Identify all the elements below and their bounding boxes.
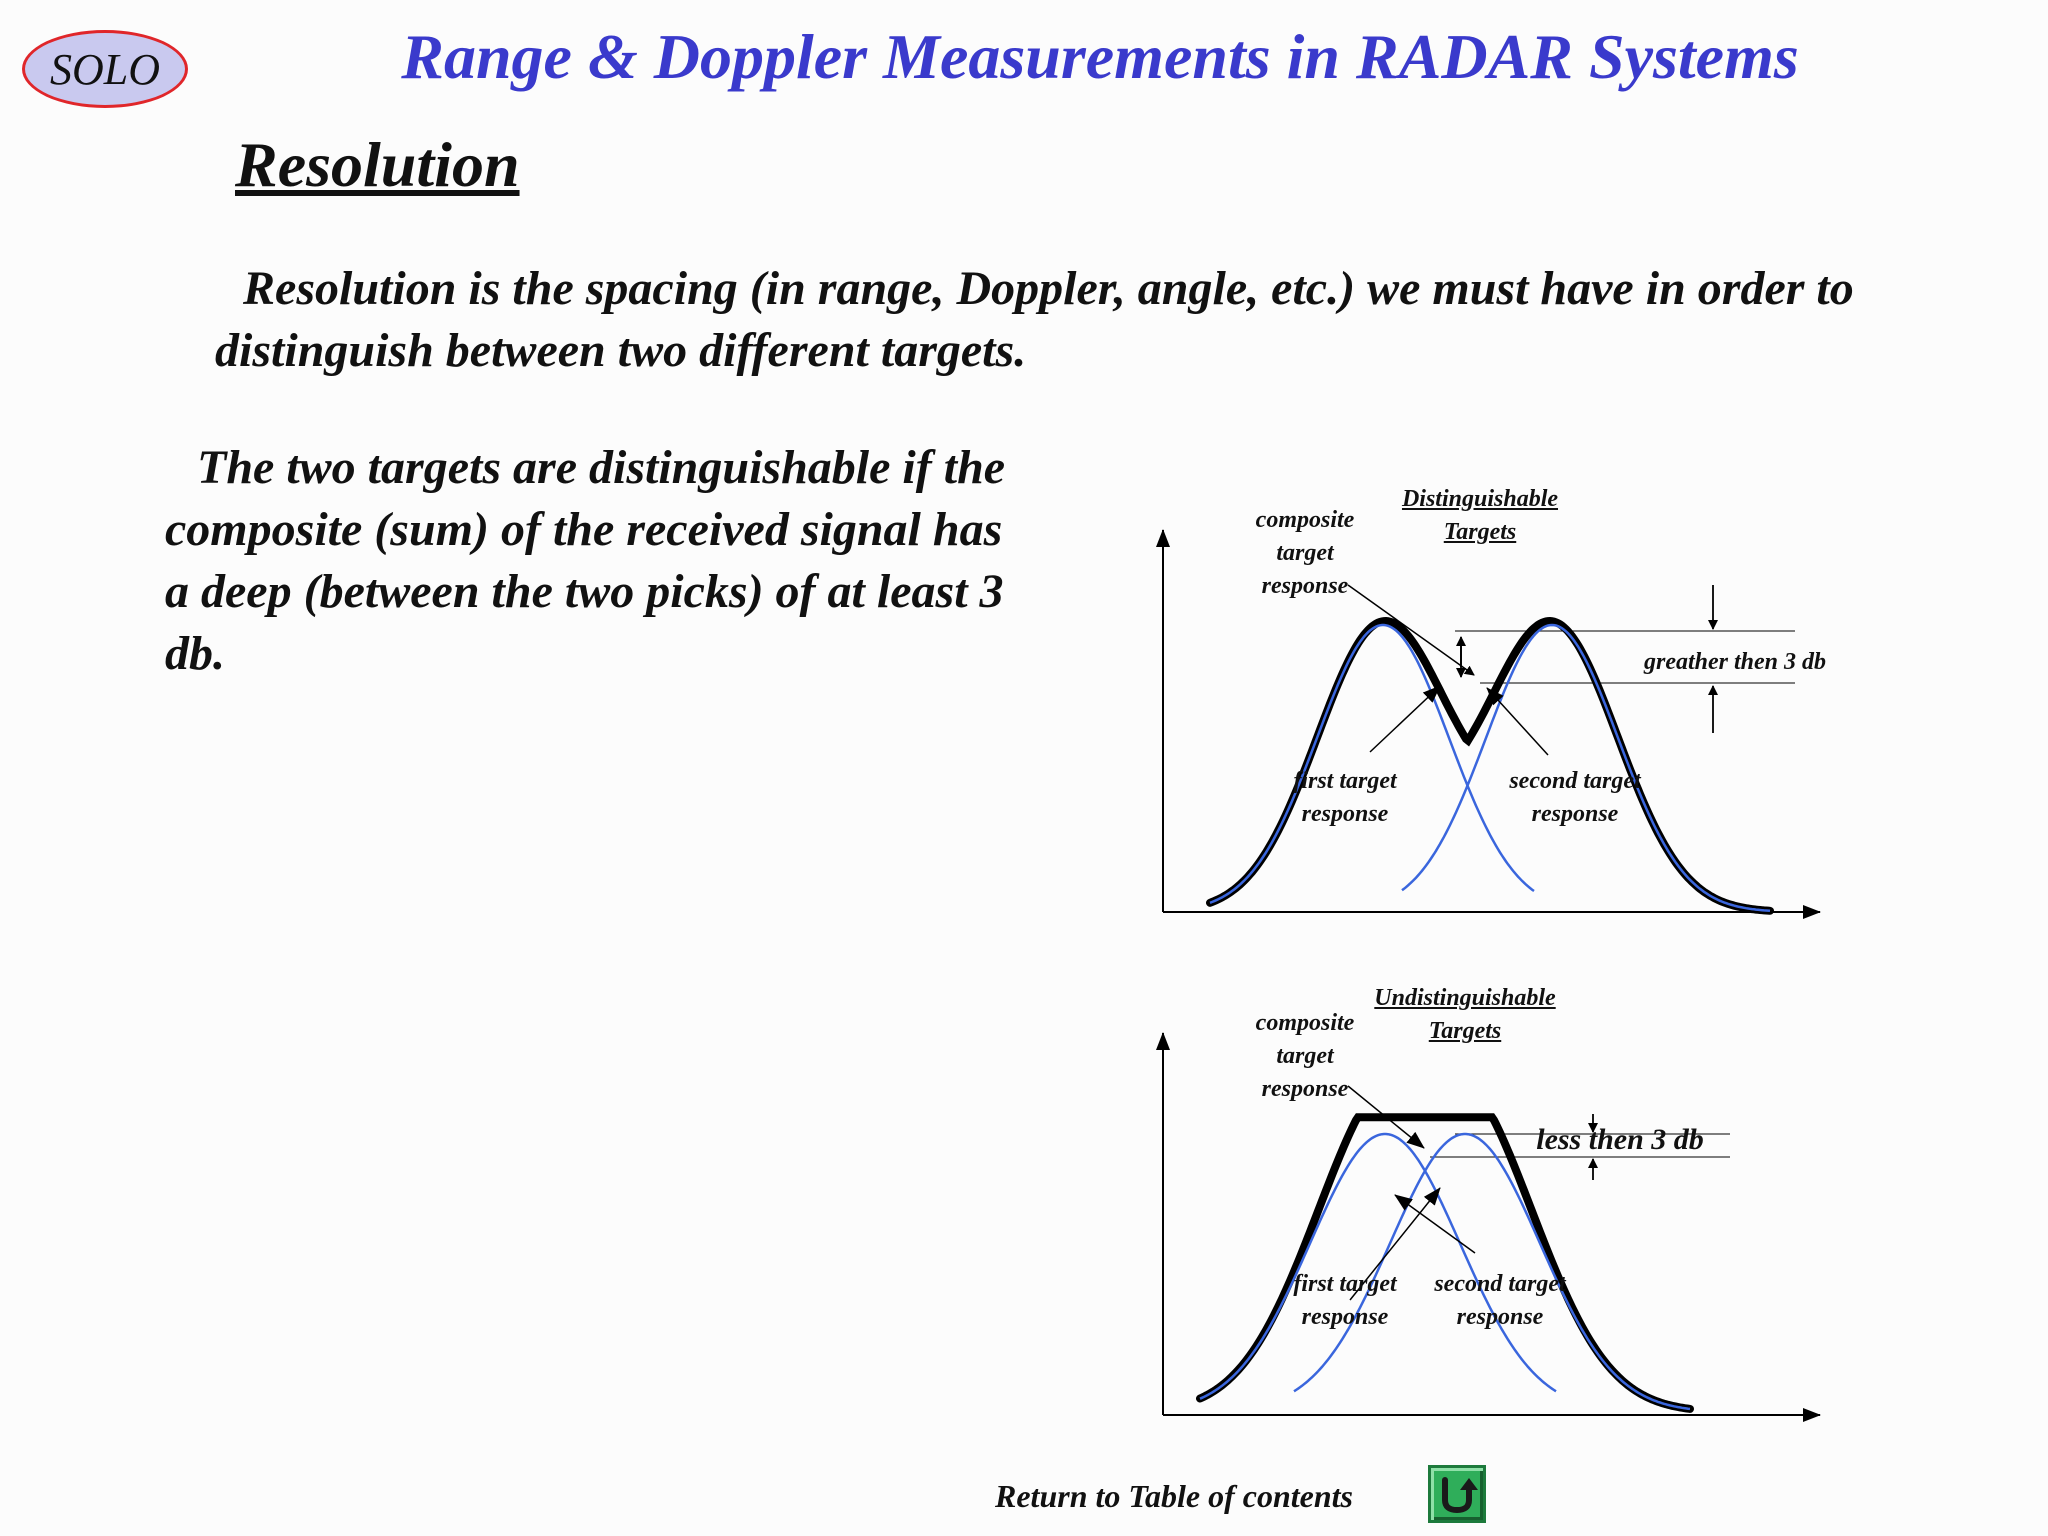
- bottom-first-label-1: first target: [1293, 1271, 1397, 1297]
- bottom-second-label-2: response: [1456, 1304, 1544, 1330]
- top-first-leader: [1370, 686, 1440, 752]
- resolution-definition: Resolution is the spacing (in range, Doppler, angle, etc.) we must have in order to distinguish between two different targets.: [215, 262, 1854, 377]
- top-composite-label-1: composite: [1255, 507, 1355, 533]
- resolution-criterion: The two targets are distinguishable if the composite (sum) of the received signal has a deep (between the two picks) of at least 3 db.: [165, 441, 1006, 680]
- bottom-first-label-2: response: [1301, 1304, 1389, 1330]
- top-second-label-1: second target: [1509, 768, 1641, 794]
- bottom-diagram-header-line1: Undistinguishable: [1374, 985, 1556, 1011]
- top-first-label-1: first target: [1293, 768, 1397, 794]
- bottom-composite-label-2: target: [1276, 1043, 1334, 1069]
- section-heading: Resolution: [235, 129, 520, 200]
- return-arrow-icon: [1431, 1468, 1483, 1520]
- bottom-first-leader: [1395, 1195, 1475, 1253]
- top-diagram-header-line2: Targets: [1443, 519, 1517, 545]
- bottom-dip-label: less then 3 db: [1536, 1123, 1704, 1156]
- return-to-contents-button[interactable]: [1428, 1465, 1486, 1523]
- page-title: Range & Doppler Measurements in RADAR Systems: [401, 21, 1799, 92]
- bottom-diagram-header-line2: Targets: [1428, 1018, 1502, 1044]
- top-composite-label-2: target: [1276, 540, 1334, 566]
- bottom-composite-label-1: composite: [1255, 1010, 1355, 1036]
- top-dip-label: greather then 3 db: [1643, 649, 1826, 675]
- logo-text: SOLO: [49, 44, 161, 94]
- top-diagram-header-line1: Distinguishable: [1401, 486, 1559, 512]
- top-second-label-2: response: [1531, 801, 1619, 827]
- top-first-label-2: response: [1301, 801, 1389, 827]
- top-composite-label-3: response: [1261, 573, 1349, 599]
- bottom-composite-label-3: response: [1261, 1076, 1349, 1102]
- return-to-contents-link[interactable]: Return to Table of contents: [995, 1478, 1353, 1514]
- bottom-composite-curve: [1200, 1117, 1690, 1409]
- top-second-leader: [1487, 688, 1548, 755]
- bottom-second-label-1: second target: [1434, 1271, 1566, 1297]
